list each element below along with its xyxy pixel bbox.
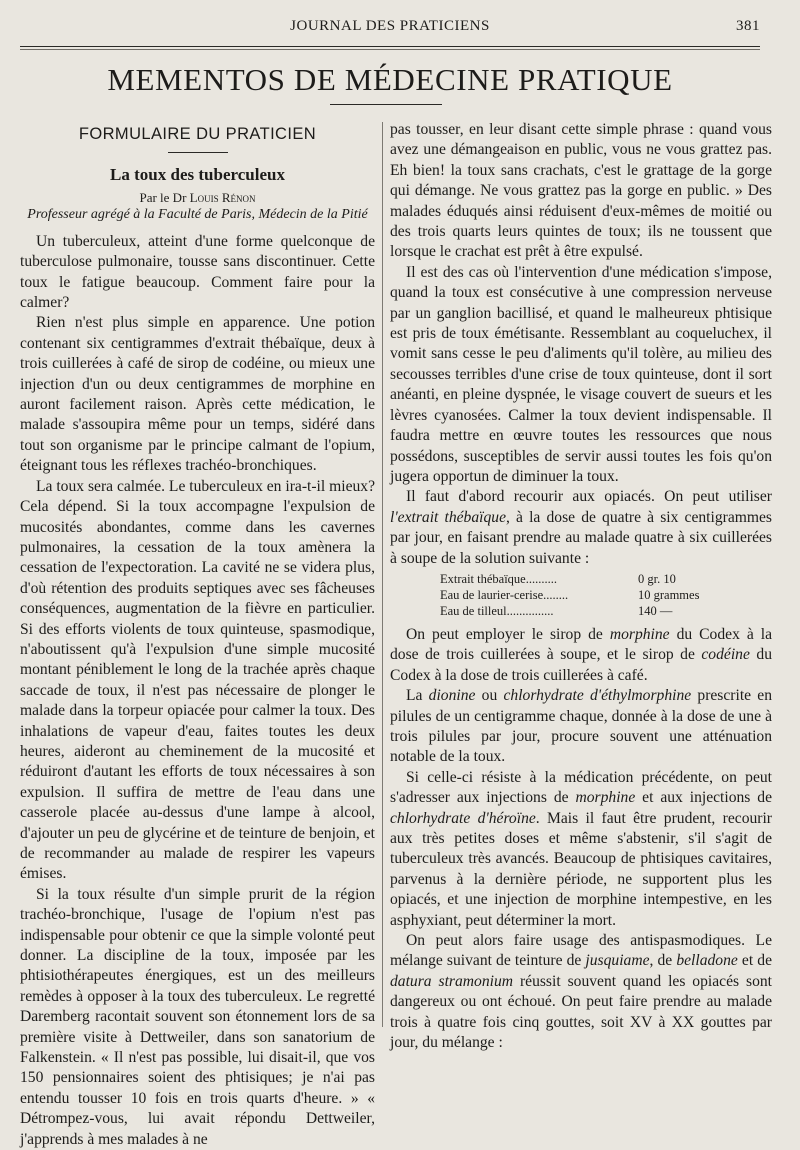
ingredient-name: [390, 571, 638, 587]
text-run: du Codex à la dose de trois cuillerées à soupe, et le sirop de: [390, 625, 773, 664]
header-rule-thin: [20, 49, 760, 50]
left-column: [20, 120, 375, 1150]
drug-name: chlorhydrate d'éthylmorphine: [503, 687, 692, 705]
page-title: MEMENTOS DE MÉDECINE PRATIQUE: [107, 62, 673, 97]
drug-name: codéine: [701, 646, 750, 664]
right-column: [390, 120, 772, 1053]
paragraph: [390, 625, 772, 686]
paragraph: Il est des cas où l'intervention d'une médication s'impose, quand la toux est consécutive à une compression nerveuse par un ganglion bacillisé, et quand le malheureux phtisique est pris de toux émétisante. Ressemblant au coqueluchex, il vomit sans cesse le peu d'aliments qu'il tolère, au milieu des secousses terribles d'une crise de toux quinteuse, dont il sort anéanti, en pleine dyspnée, le visage couvert de sueurs et les lèvres cyanosées. Calmer la toux devient indispensable. Il faudra mettre en œuvre toutes les ressources que nous possédons, susceptibles de servir aussi toutes les fois qu'on jugera opportun de diminuer la toux.: [390, 263, 772, 485]
text-run: , de: [649, 952, 677, 970]
text-run: ou: [475, 687, 504, 705]
section-heading: FORMULAIRE DU PRATICIEN: [78, 125, 317, 143]
prescription-row: [390, 587, 772, 603]
prescription-row: [390, 603, 772, 619]
text-run: Il faut d'abord recourir aux opiacés. On peut utiliser: [406, 488, 772, 506]
paragraph: La toux sera calmée. Le tuberculeux en ira-t-il mieux? Cela dépend. Si la toux accompagne l'expulsion de mucosités abondantes, comme dans les cavernes pulmonaires, la cessation de la toux amènera la cessation de l'expectoration. La cavité ne se videra plus, d'où rétention des produits septiques avec ses fâcheuses conséquences, augmentation de la fièvre en particulier. Si des efforts violents de toux quinteuse, spasmodique, n'aboutissent qu'à l'expulsion d'une simple mucosité montant péniblement le long de la trachée après chaque saccade de toux, il n'est pas nécessaire de plonger le malade dans la torpeur opiacée pour calmer la toux. Des inhalations de vapeur d'eau, faites toutes les deux heures, aideront au cheminement de la mucosité et réduiront d'autant les efforts de toux nécessaires à son expulsion. Il suffira de mettre de l'eau dans une casserole placée au-dessus d'une lampe à alcool, d'ajouter un peu de glycérine et de teinture de benjoin, et de recommander au malade de respirer les vapeurs émises.: [20, 477, 376, 883]
header-rule: [20, 46, 760, 47]
paragraph: Un tuberculeux, atteint d'une forme quelconque de tuberculose pulmonaire, tousse sans discontinuer. Cette toux le fatigue beaucoup. Comment faire pour la calmer?: [20, 232, 375, 312]
author-affiliation: Professeur agrégé à la Faculté de Paris, Médecin de la Pitié: [27, 206, 368, 222]
paragraph: [390, 686, 772, 768]
paragraph: Si la toux résulte d'un simple prurit de la région trachéo-bronchique, l'usage de l'opium n'est pas indispensable pour obtenir ce que la simple volonté peut donner. La discipline de la toux, imposée par les phtisiothérapeutes énergiques, est un des meilleurs remèdes à opposer à la toux des tuberculeux. Le regretté Daremberg racontait souvent son étonnement lors de sa première visite à Dettweiler, dans son sanatorium de Falkenstein. « Il n'est pas possible, lui disait-il, que vos 150 pensionnaires soient des phtisiques; je n'ai pas entendu tousser 10 fois en trois quarts d'heure. » « Détrompez-vous, lui avait répondu Dettweiler, j'apprends à mes malades à ne: [20, 885, 375, 1148]
text-run: La: [406, 687, 429, 705]
drug-name: morphine: [575, 789, 636, 807]
text-run: On peut employer le sirop de: [406, 625, 610, 643]
leader-dots: ..........: [525, 571, 557, 586]
prescription-list: [390, 571, 772, 619]
column-divider: [382, 122, 383, 1027]
title-rule: [330, 104, 442, 105]
ingredient-name: [390, 603, 638, 619]
text-run: Si celle-ci résiste à la médication précédente, on peut s'adresser aux injections de: [390, 768, 772, 807]
ingredient-quantity: 0 gr. 10: [638, 571, 676, 586]
drug-name: datura stramonium: [390, 972, 514, 990]
paragraph: [390, 768, 772, 931]
text-run: réussit souvent quand les opiacés sont dangereux ou ont échoué. On peut faire prendre au malade trois à quatre fois cinq gouttes, soit XV à XX gouttes par jour, du mélange :: [390, 972, 772, 1052]
byline-prefix: Par le Dr: [139, 189, 187, 205]
text-run: du Codex à la dose de trois cuillerées à café.: [390, 646, 772, 684]
ingredient-label: Eau de laurier-cerise: [440, 587, 544, 602]
drug-name: l'extrait thébaïque: [390, 508, 506, 526]
ingredient-label: Eau de tilleul: [440, 603, 507, 618]
text-run: , à la dose de quatre à six centigrammes par jour, en faisant prendre au malade quatre à six cuillerées à soupe de la solution suivante :: [390, 508, 772, 567]
paragraph: [390, 487, 772, 569]
drug-name: belladone: [676, 952, 738, 970]
drug-name: chlorhydrate d'héroïne: [390, 809, 536, 827]
paragraph: [390, 931, 772, 1053]
paragraph: Rien n'est plus simple en apparence. Une potion contenant six centigrammes d'extrait thébaïque, deux à trois cuillerées à café de sirop de codéine, ou mieux une injection d'un ou deux centigrammes de morphine en auront facilement raison. Après cette médication, le malade s'assoupira même pour un temps, sidéré dans tout son organisme par le principe calmant de l'opium, éteignant tous les réflexes trachéo-bronchiques.: [20, 314, 375, 475]
section-rule: [168, 152, 228, 153]
ingredient-label: Extrait thébaïque: [440, 571, 526, 586]
ingredient-quantity: 10 grammes: [638, 587, 700, 602]
article-title: La toux des tuberculeux: [110, 165, 285, 185]
author-name: Louis Rénon: [189, 189, 256, 205]
page-number: 381: [736, 18, 760, 34]
text-run: et de: [737, 952, 772, 970]
running-header: [20, 18, 760, 44]
drug-name: dionine: [428, 687, 476, 705]
journal-name: JOURNAL DES PRATICIENS: [290, 18, 490, 34]
byline: [20, 190, 375, 206]
drug-name: jusquiame: [585, 952, 650, 970]
drug-name: morphine: [609, 625, 670, 643]
prescription-row: [390, 571, 772, 587]
text-run: On peut alors faire usage des antispasmodiques. Le mélange suivant de teinture de: [390, 932, 772, 970]
text-run: prescrite en pilules de un centigramme chaque, donnée à la dose de une à trois pilules par jour, procure souvent une atténuation notable de la toux.: [390, 687, 773, 766]
paragraph-continued: pas tousser, en leur disant cette simple phrase : quand vous avez une démangeaison en public, vous ne vous grattez pas. Eh bien! la toux sans crachats, c'est le grattage de la gorge qui démange. Ne vous grattez pas la gorge en public. » Des malades éduqués ainsi réduisent d'eux-mêmes de moitié ou des trois quarts leurs quintes de toux; ils ne toussent que lorsque le crachat est prêt à être expulsé.: [390, 121, 772, 261]
leader-dots: ........: [543, 587, 569, 602]
leader-dots: ...............: [506, 603, 554, 618]
ingredient-quantity: 140 —: [638, 603, 673, 618]
text-run: et aux injections de: [635, 789, 773, 807]
text-run: . Mais il faut être prudent, recourir aux très petites doses et même s'abstenir, s'il s'agit de tuberculeux très avancés. Beaucoup de phtisiques cavitaires, parvenus à la dernière période, ne supportent plus les opiacés, et une injection de morphine intempestive, en les asphyxiant, peut déterminer la mort.: [390, 809, 773, 929]
ingredient-name: [390, 587, 638, 603]
